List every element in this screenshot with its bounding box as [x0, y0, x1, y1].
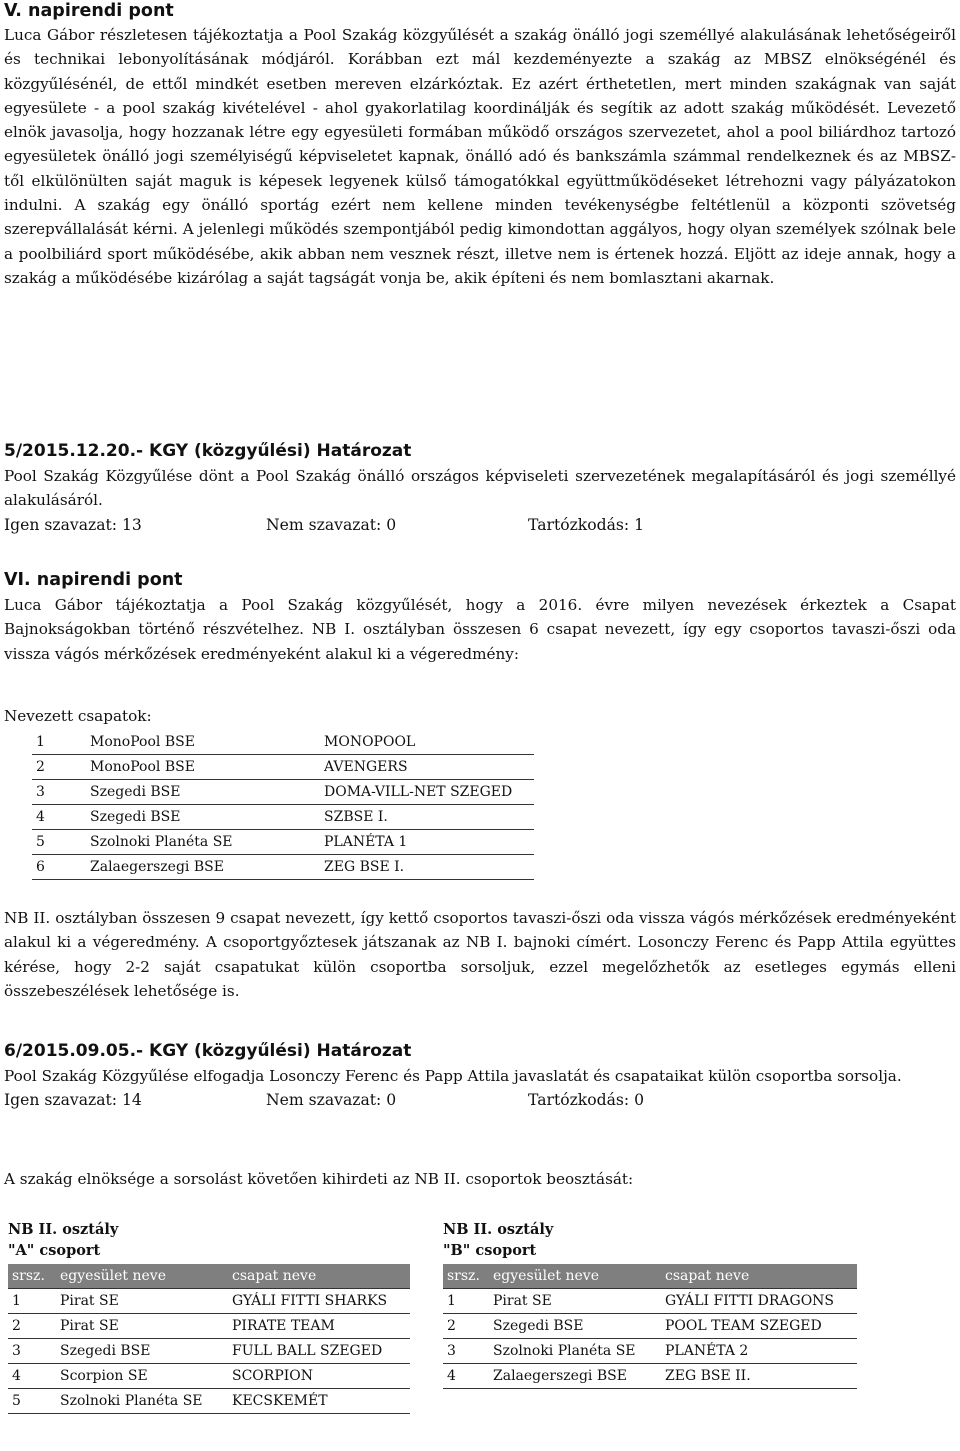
row-number: 3 — [8, 1339, 56, 1364]
table-row — [8, 1314, 410, 1339]
section-6-heading: VI. napirendi pont — [4, 570, 183, 590]
row-number: 3 — [443, 1339, 489, 1364]
srsz-header: srsz. — [443, 1264, 489, 1289]
club-name: Scorpion SE — [56, 1364, 228, 1389]
nb1-teams-table — [32, 730, 534, 880]
table-row — [8, 1364, 410, 1389]
team-name: PLANÉTA 2 — [661, 1339, 857, 1364]
club-header: egyesület neve — [56, 1264, 228, 1289]
votes-abstain: Tartózkodás: 0 — [528, 1091, 645, 1110]
group-a-title-2: "A" csoport — [8, 1242, 101, 1259]
table-header-row — [443, 1264, 857, 1289]
club-name: Pirat SE — [56, 1289, 228, 1314]
resolution-5-votes — [4, 513, 956, 537]
group-b-table — [443, 1264, 857, 1389]
row-number: 2 — [8, 1314, 56, 1339]
team-name: SZBSE I. — [320, 805, 534, 830]
team-name: DOMA-VILL-NET SZEGED — [320, 780, 534, 805]
group-b-title-1: NB II. osztály — [443, 1221, 554, 1238]
section-6-paragraph-2: NB II. osztályban összesen 9 csapat nevezett, így kettő csoportos tavaszi-őszi oda vissza vágós mérkőzések eredményeként alakul ki a végeredmény. A csoportgyőztesek játszanak az NB I. bajnoki címért. Losonczy Ferenc és Papp Attila együttes kérése, hogy 2-2 saját csapatukat külön csoportba sorsoljuk, ezzel megelőzhetők az esetleges egymás elleni összebeszélések lehetősége is. — [4, 909, 956, 1000]
group-b-title-2: "B" csoport — [443, 1242, 537, 1259]
srsz-header: srsz. — [8, 1264, 56, 1289]
section-6-paragraph: Luca Gábor tájékoztatja a Pool Szakág közgyűlését, hogy a 2016. évre milyen nevezések érkeztek a Csapat Bajnokságokban történő részvételhez. NB I. osztályban összesen 6 csapat nevezett, így egy csoportos tavaszi-őszi oda vissza vágós mérkőzések eredményeként alakul ki a végeredmény: — [4, 596, 956, 663]
table-row — [443, 1314, 857, 1339]
club-name: Szolnoki Planéta SE — [56, 1389, 228, 1414]
team-name: GYÁLI FITTI DRAGONS — [661, 1289, 857, 1314]
team-number: 3 — [32, 780, 86, 805]
club-name: MonoPool BSE — [86, 730, 320, 755]
team-name: ZEG BSE II. — [661, 1364, 857, 1389]
club-name: Szegedi BSE — [56, 1339, 228, 1364]
resolution-6-text: Pool Szakág Közgyűlése elfogadja Losonczy Ferenc és Papp Attila javaslatát és csapataikat külön csoportba sorsolja. — [4, 1067, 902, 1085]
row-number: 1 — [443, 1289, 489, 1314]
team-name: AVENGERS — [320, 755, 534, 780]
section-5-paragraph: Luca Gábor részletesen tájékoztatja a Pool Szakág közgyűlését a szakág önálló jogi személlyé alakulásának lehetőségeiről és technikai lebonyolításának módjáról. Korábban ezt mál kezdeményezte a szakág az MBSZ elnökségénél és közgyűlésénél, de ettől mindkét esetben mereven elzárkóztak. Ez azért érthetetlen, mert minden szakágnak van saját egyesülete - a pool szakág kivételével - ahol gyakorlatilag koordinálják és segítik az adott szakág működését. Levezető elnök javasolja, hogy hozzanak létre egy egyesületi formában működő országos szervezetet, ahol a pool biliárdhoz tartozó egyesületek önálló jogi személyiségű képviseletet kapnak, önálló adó és bankszámla számmal rendelkeznek és az MBSZ-től elkülönülten saját maguk is képesek legyenek külső támogatókkal együttműködéseket létrehozni vagy pályázatokon indulni. A szakág egy önálló sportág ezért nem kellene minden tevékenységbe feltétlenül a központi szövetség szerepvállalását kérni. A jelenlegi működés szempontjából pedig kimondottan aggályos, hogy olyan személyek szólnak bele a poolbiliárd sport működésébe, akik abban nem vesznek részt, illetve nem is értenek hozzá. Eljött az ideje annak, hogy a szakág a működésébe kizárólag a saját tagságát vonja be, akik építeni és nem bomlasztani akarnak. — [4, 26, 956, 287]
table-row — [8, 1339, 410, 1364]
votes-no: Nem szavazat: 0 — [266, 1091, 397, 1110]
club-name: Pirat SE — [56, 1314, 228, 1339]
table-row — [8, 1389, 410, 1414]
team-name: PIRATE TEAM — [228, 1314, 410, 1339]
resolution-5-heading: 5/2015.12.20.- KGY (közgyűlési) Határozat — [4, 441, 412, 461]
resolution-6-heading: 6/2015.09.05.- KGY (közgyűlési) Határozat — [4, 1041, 412, 1061]
team-header: csapat neve — [228, 1264, 410, 1289]
table-row — [32, 730, 534, 755]
team-number: 5 — [32, 830, 86, 855]
table-row — [8, 1289, 410, 1314]
votes-yes: Igen szavazat: 13 — [4, 515, 142, 534]
group-a-title-1: NB II. osztály — [8, 1221, 119, 1238]
club-name: Szegedi BSE — [489, 1314, 661, 1339]
club-name: MonoPool BSE — [86, 755, 320, 780]
club-name: Zalaegerszegi BSE — [86, 855, 320, 880]
group-a-table — [8, 1264, 410, 1414]
team-name: POOL TEAM SZEGED — [661, 1314, 857, 1339]
row-number: 1 — [8, 1289, 56, 1314]
table-row — [443, 1339, 857, 1364]
table-row — [443, 1364, 857, 1389]
team-name: FULL BALL SZEGED — [228, 1339, 410, 1364]
resolution-6-votes — [4, 1088, 956, 1112]
row-number: 5 — [8, 1389, 56, 1414]
row-number: 4 — [8, 1364, 56, 1389]
table-row — [32, 755, 534, 780]
table-row — [32, 780, 534, 805]
club-name: Szegedi BSE — [86, 805, 320, 830]
table-row — [443, 1289, 857, 1314]
group-a — [8, 1219, 410, 1414]
team-number: 2 — [32, 755, 86, 780]
team-name: MONOPOOL — [320, 730, 534, 755]
team-number: 4 — [32, 805, 86, 830]
team-name: PLANÉTA 1 — [320, 830, 534, 855]
teams-label: Nevezett csapatok: — [4, 707, 152, 725]
team-name: SCORPION — [228, 1364, 410, 1389]
club-name: Szegedi BSE — [86, 780, 320, 805]
table-header-row — [8, 1264, 410, 1289]
team-number: 6 — [32, 855, 86, 880]
resolution-5-text: Pool Szakág Közgyűlése dönt a Pool Szakág önálló országos képviseleti szervezetének megalapításáról és jogi személlyé alakulásáról. — [4, 467, 956, 510]
votes-abstain: Tartózkodás: 1 — [528, 515, 645, 534]
club-name: Szolnoki Planéta SE — [86, 830, 320, 855]
table-row — [32, 805, 534, 830]
team-number: 1 — [32, 730, 86, 755]
table-row — [32, 855, 534, 880]
votes-yes: Igen szavazat: 14 — [4, 1091, 142, 1110]
team-name: GYÁLI FITTI SHARKS — [228, 1289, 410, 1314]
club-name: Szolnoki Planéta SE — [489, 1339, 661, 1364]
section-5-heading: V. napirendi pont — [4, 1, 174, 21]
votes-no: Nem szavazat: 0 — [266, 515, 397, 534]
team-header: csapat neve — [661, 1264, 857, 1289]
club-name: Zalaegerszegi BSE — [489, 1364, 661, 1389]
row-number: 2 — [443, 1314, 489, 1339]
row-number: 4 — [443, 1364, 489, 1389]
group-b — [443, 1219, 857, 1389]
team-name: ZEG BSE I. — [320, 855, 534, 880]
club-header: egyesület neve — [489, 1264, 661, 1289]
team-name: KECSKEMÉT — [228, 1389, 410, 1414]
club-name: Pirat SE — [489, 1289, 661, 1314]
table-row — [32, 830, 534, 855]
group-announcement: A szakág elnöksége a sorsolást követően kihirdeti az NB II. csoportok beosztását: — [4, 1170, 634, 1188]
